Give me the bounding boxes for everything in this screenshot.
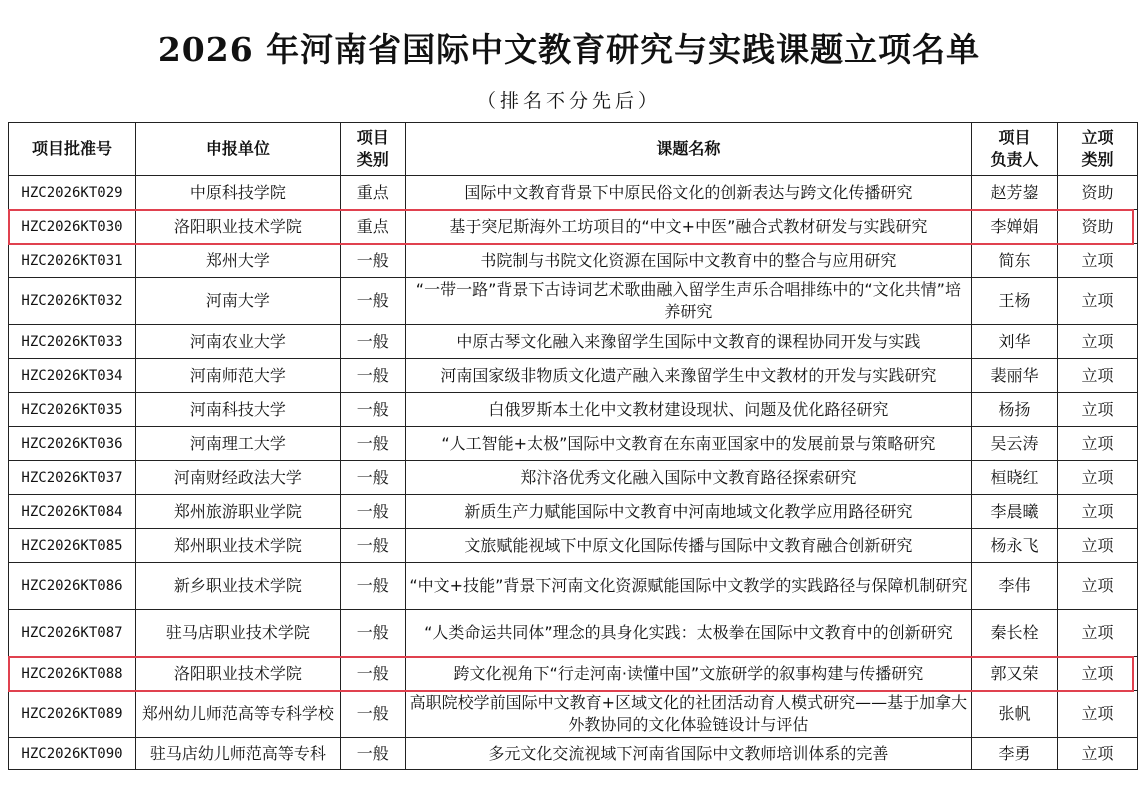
status-cell: 立项 [1058, 529, 1138, 563]
code-cell: HZC2026KT034 [9, 359, 136, 393]
type-cell: 重点 [340, 210, 405, 244]
status-cell: 立项 [1058, 495, 1138, 529]
status-cell: 立项 [1058, 691, 1138, 738]
table-row [9, 738, 1138, 770]
header-code: 项目批准号 [9, 123, 136, 176]
unit-cell: 河南科技大学 [135, 393, 340, 427]
table-row [9, 691, 1138, 738]
code-cell: HZC2026KT036 [9, 427, 136, 461]
table-row [9, 176, 1138, 210]
status-cell: 立项 [1058, 244, 1138, 278]
status-cell: 资助 [1058, 176, 1138, 210]
topic-cell: 跨文化视角下“行走河南·读懂中国”文旅研学的叙事构建与传播研究 [405, 657, 971, 691]
topic-cell: 新质生产力赋能国际中文教育中河南地域文化教学应用路径研究 [405, 495, 971, 529]
status-cell: 立项 [1058, 359, 1138, 393]
page-subtitle: （排名不分先后） [476, 90, 661, 112]
leader-cell: 李伟 [972, 563, 1058, 610]
leader-cell: 简东 [972, 244, 1058, 278]
leader-cell: 李晨曦 [972, 495, 1058, 529]
leader-cell: 李婵娟 [972, 210, 1058, 244]
topic-cell: 河南国家级非物质文化遗产融入来豫留学生中文教材的开发与实践研究 [405, 359, 971, 393]
table-row [9, 657, 1138, 691]
type-cell: 一般 [340, 529, 405, 563]
type-cell: 一般 [340, 738, 405, 770]
unit-cell: 中原科技学院 [135, 176, 340, 210]
topic-cell: “中文+技能”背景下河南文化资源赋能国际中文教学的实践路径与保障机制研究 [405, 563, 971, 610]
header-leader-line1: 项目 [998, 128, 1031, 147]
unit-cell: 洛阳职业技术学院 [135, 210, 340, 244]
topic-cell: 书院制与书院文化资源在国际中文教育中的整合与应用研究 [405, 244, 971, 278]
table-row [9, 495, 1138, 529]
leader-cell: 吴云涛 [972, 427, 1058, 461]
type-cell: 一般 [340, 691, 405, 738]
status-cell: 资助 [1058, 210, 1138, 244]
table-row [9, 393, 1138, 427]
code-cell: HZC2026KT031 [9, 244, 136, 278]
leader-cell: 李勇 [972, 738, 1058, 770]
leader-cell: 杨永飞 [972, 529, 1058, 563]
code-cell: HZC2026KT035 [9, 393, 136, 427]
type-cell: 重点 [340, 176, 405, 210]
table-header-row [9, 123, 1138, 176]
topic-cell: 白俄罗斯本土化中文教材建设现状、问题及优化路径研究 [405, 393, 971, 427]
table-row [9, 427, 1138, 461]
header-type [340, 123, 405, 176]
type-cell: 一般 [340, 657, 405, 691]
unit-cell: 河南师范大学 [135, 359, 340, 393]
type-cell: 一般 [340, 325, 405, 359]
code-cell: HZC2026KT090 [9, 738, 136, 770]
project-list-table [8, 122, 1138, 770]
header-leader-line2: 负责人 [990, 150, 1039, 169]
status-cell: 立项 [1058, 563, 1138, 610]
leader-cell: 王杨 [972, 278, 1058, 325]
table-row [9, 529, 1138, 563]
unit-cell: 郑州旅游职业学院 [135, 495, 340, 529]
type-cell: 一般 [340, 495, 405, 529]
leader-cell: 桓晓红 [972, 461, 1058, 495]
code-cell: HZC2026KT084 [9, 495, 136, 529]
type-cell: 一般 [340, 244, 405, 278]
type-cell: 一般 [340, 461, 405, 495]
unit-cell: 郑州职业技术学院 [135, 529, 340, 563]
header-leader [972, 123, 1058, 176]
topic-cell: 文旅赋能视域下中原文化国际传播与国际中文教育融合创新研究 [405, 529, 971, 563]
leader-cell: 秦长栓 [972, 610, 1058, 657]
code-cell: HZC2026KT089 [9, 691, 136, 738]
table-row [9, 244, 1138, 278]
type-cell: 一般 [340, 393, 405, 427]
table-row [9, 210, 1138, 244]
leader-cell: 刘华 [972, 325, 1058, 359]
table-row [9, 278, 1138, 325]
status-cell: 立项 [1058, 461, 1138, 495]
status-cell: 立项 [1058, 738, 1138, 770]
unit-cell: 驻马店职业技术学院 [135, 610, 340, 657]
header-type-line2: 类别 [356, 150, 389, 169]
code-cell: HZC2026KT032 [9, 278, 136, 325]
type-cell: 一般 [340, 278, 405, 325]
header-status [1058, 123, 1138, 176]
type-cell: 一般 [340, 610, 405, 657]
code-cell: HZC2026KT030 [9, 210, 136, 244]
type-cell: 一般 [340, 427, 405, 461]
unit-cell: 驻马店幼儿师范高等专科 [135, 738, 340, 770]
leader-cell: 裴丽华 [972, 359, 1058, 393]
leader-cell: 赵芳鋆 [972, 176, 1058, 210]
unit-cell: 新乡职业技术学院 [135, 563, 340, 610]
leader-cell: 杨扬 [972, 393, 1058, 427]
code-cell: HZC2026KT085 [9, 529, 136, 563]
topic-cell: 高职院校学前国际中文教育+区域文化的社团活动育人模式研究——基于加拿大外教协同的文化体验链设计与评估 [405, 691, 971, 738]
table-row [9, 359, 1138, 393]
status-cell: 立项 [1058, 610, 1138, 657]
code-cell: HZC2026KT037 [9, 461, 136, 495]
topic-cell: 多元文化交流视域下河南省国际中文教师培训体系的完善 [405, 738, 971, 770]
type-cell: 一般 [340, 359, 405, 393]
topic-cell: 基于突尼斯海外工坊项目的“中文+中医”融合式教材研发与实践研究 [405, 210, 971, 244]
unit-cell: 河南大学 [135, 278, 340, 325]
topic-cell: “人工智能+太极”国际中文教育在东南亚国家中的发展前景与策略研究 [405, 427, 971, 461]
type-cell: 一般 [340, 563, 405, 610]
leader-cell: 张帆 [972, 691, 1058, 738]
header-unit: 申报单位 [135, 123, 340, 176]
unit-cell: 河南财经政法大学 [135, 461, 340, 495]
table-row [9, 563, 1138, 610]
topic-cell: 郑汴洛优秀文化融入国际中文教育路径探索研究 [405, 461, 971, 495]
header-topic: 课题名称 [405, 123, 971, 176]
header-status-line2: 类别 [1081, 150, 1114, 169]
topic-cell: 国际中文教育背景下中原民俗文化的创新表达与跨文化传播研究 [405, 176, 971, 210]
leader-cell: 郭又荣 [972, 657, 1058, 691]
unit-cell: 洛阳职业技术学院 [135, 657, 340, 691]
status-cell: 立项 [1058, 278, 1138, 325]
topic-cell: “一带一路”背景下古诗词艺术歌曲融入留学生声乐合唱排练中的“文化共情”培养研究 [405, 278, 971, 325]
page-title: 2026 年河南省国际中文教育研究与实践课题立项名单 [157, 30, 981, 69]
unit-cell: 郑州大学 [135, 244, 340, 278]
status-cell: 立项 [1058, 427, 1138, 461]
header-status-line1: 立项 [1081, 128, 1114, 147]
status-cell: 立项 [1058, 393, 1138, 427]
table-row [9, 325, 1138, 359]
unit-cell: 河南农业大学 [135, 325, 340, 359]
code-cell: HZC2026KT086 [9, 563, 136, 610]
header-type-line1: 项目 [356, 128, 389, 147]
code-cell: HZC2026KT088 [9, 657, 136, 691]
table-row [9, 610, 1138, 657]
status-cell: 立项 [1058, 657, 1138, 691]
status-cell: 立项 [1058, 325, 1138, 359]
code-cell: HZC2026KT029 [9, 176, 136, 210]
unit-cell: 河南理工大学 [135, 427, 340, 461]
unit-cell: 郑州幼儿师范高等专科学校 [135, 691, 340, 738]
table-row [9, 461, 1138, 495]
code-cell: HZC2026KT033 [9, 325, 136, 359]
topic-cell: 中原古琴文化融入来豫留学生国际中文教育的课程协同开发与实践 [405, 325, 971, 359]
code-cell: HZC2026KT087 [9, 610, 136, 657]
topic-cell: “人类命运共同体”理念的具身化实践：太极拳在国际中文教育中的创新研究 [405, 610, 971, 657]
